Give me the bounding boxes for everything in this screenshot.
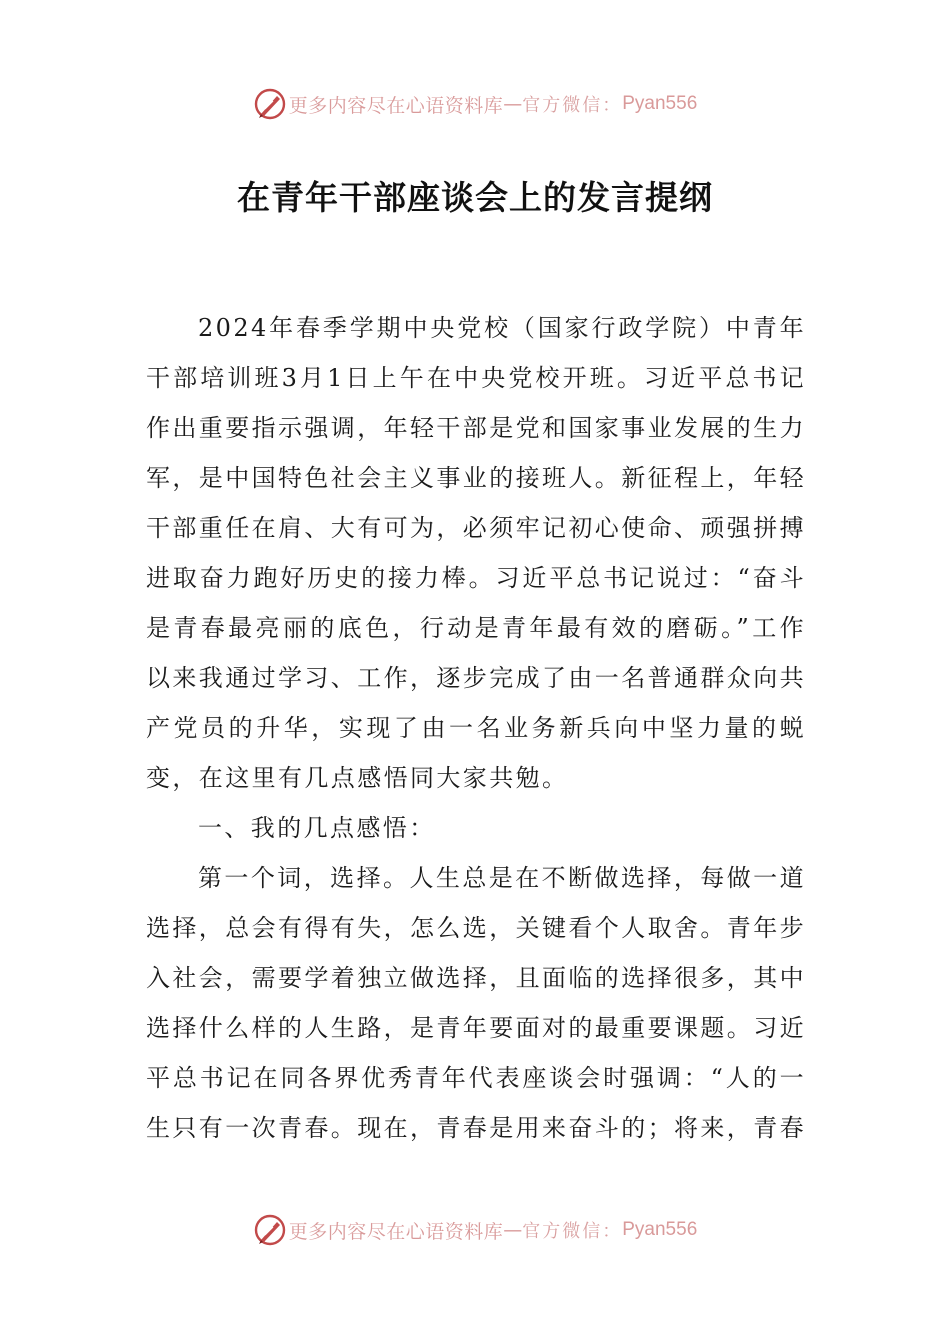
pen-logo-icon: [253, 87, 287, 121]
banner-wechat-id: Pyan556: [622, 93, 698, 114]
paragraph-choice: 第一个词，选择。人生总是在不断做选择，每做一道选择，总会有得有失，怎么选，关键看个人取舍。青年步入社会，需要学着独立做选择，且面临的选择很多，其中选择什么样的人生路，是青年要面对的最重要课题。习近平总书记在同各界优秀青年代表座谈会时强调：“人的一生只有一次青春。现在，青春是用来奋斗的；将来，青春: [146, 864, 806, 1142]
banner-wechat-id: Pyan556: [622, 1219, 698, 1240]
document-title: 在青年干部座谈会上的发言提纲: [237, 178, 713, 217]
section-heading: 一、我的几点感悟：: [198, 814, 436, 842]
banner-text: 更多内容尽在心语资料库: [288, 1220, 504, 1243]
banner-separator: —: [503, 1219, 523, 1241]
pen-logo-icon: [253, 1213, 287, 1247]
document-body: [146, 303, 806, 1153]
banner-text: 更多内容尽在心语资料库: [288, 94, 504, 117]
paragraph-intro: 2024年春季学期中央党校（国家行政学院）中青年干部培训班3月1日上午在中央党校开班。习近平总书记作出重要指示强调，年轻干部是党和国家事业发展的生力军，是中国特色社会主义事业的接班人。新征程上，年轻干部重任在肩、大有可为，必须牢记初心使命、顽强拼搏进取奋力跑好历史的接力棒。习近平总书记说过：“奋斗是青春最亮丽的底色，行动是青年最有效的磨砺。”工作以来我通过学习、工作，逐步完成了由一名普通群众向共产党员的升华，实现了由一名业务新兵向中坚力量的蜕变，在这里有几点感悟同大家共勉。: [146, 314, 806, 792]
footer-watermark-banner: [0, 1210, 950, 1250]
banner-wechat-label: 官方微信：: [522, 1221, 623, 1242]
header-watermark-banner: [0, 84, 950, 124]
banner-wechat-label: 官方微信：: [522, 95, 623, 116]
banner-separator: —: [503, 93, 523, 115]
